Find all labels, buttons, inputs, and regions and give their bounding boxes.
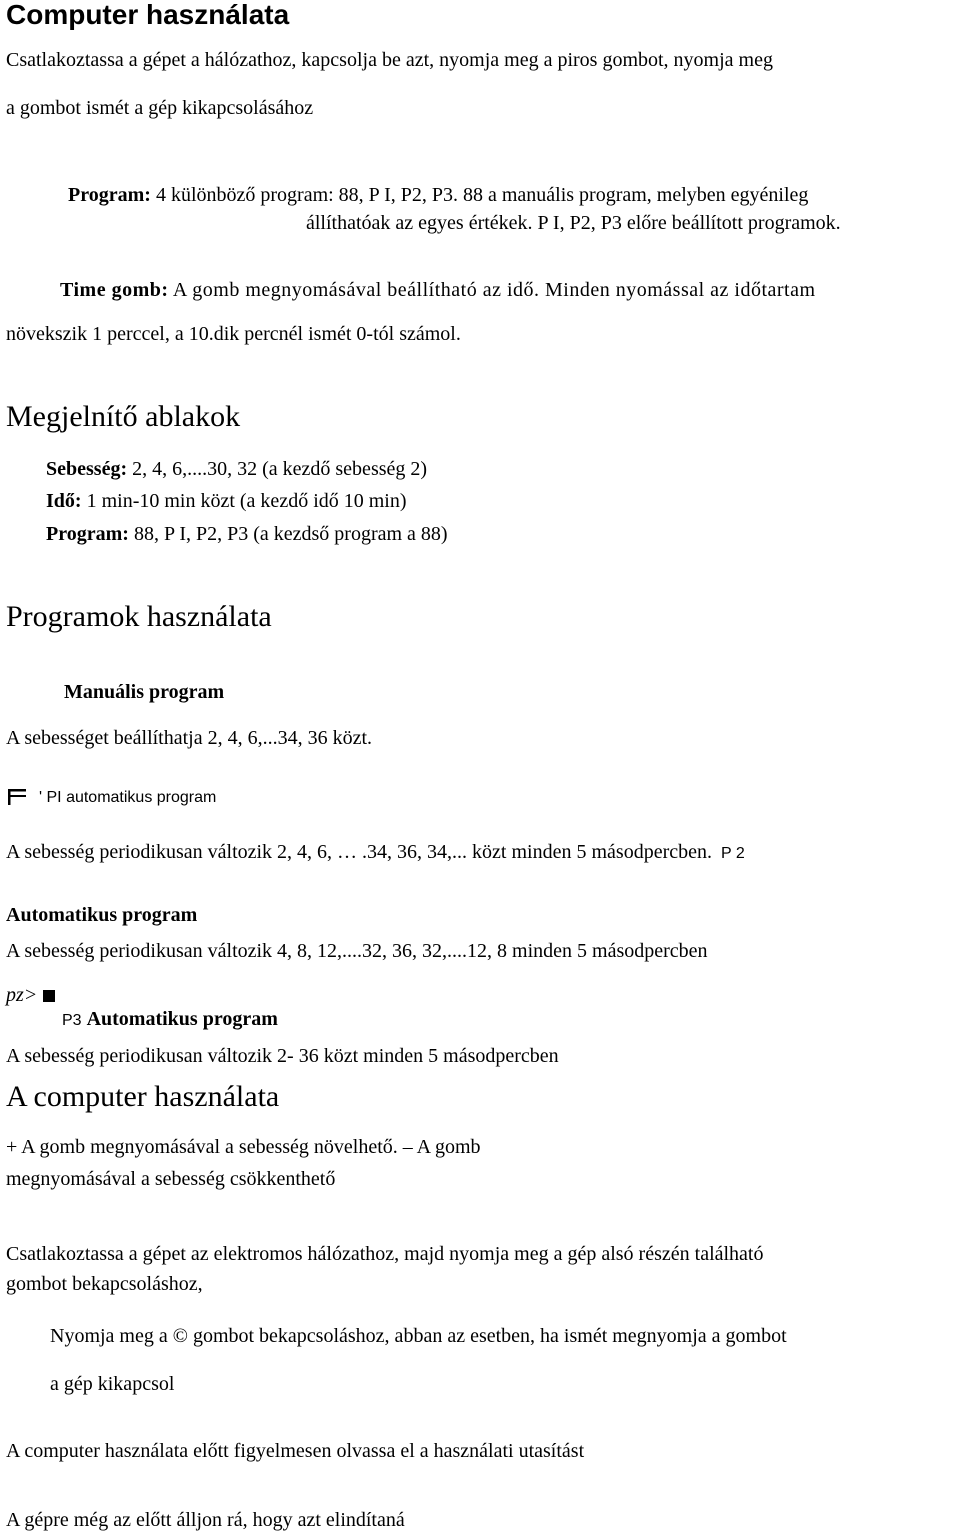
display-program-label: Program: xyxy=(46,523,129,545)
time-label: Time gomb: xyxy=(60,279,169,301)
press-line-1: Nyomja meg a © gombot bekapcsoláshoz, abban az esetben, ha ismét megnyomja a gombot xyxy=(50,1325,787,1347)
display-program-value: 88, P I, P2, P3 (a kezdső program a 88) xyxy=(133,523,448,545)
display-speed-label: Sebesség: xyxy=(46,458,128,480)
usage-line-2: megnyomásával a sebesség csökkenthető xyxy=(6,1168,336,1190)
intro-line-1: Csatlakoztassa a gépet a hálózathoz, kapcsolja be azt, nyomja meg a piros gombot, nyomja meg xyxy=(6,49,773,71)
program-line-1 xyxy=(68,183,808,207)
program-line-1-text: 4 különböző program: 88, P I, P2, P3. 88 a manuális program, melyben egyénileg xyxy=(155,184,809,206)
display-time xyxy=(46,489,407,513)
time-line-2: növekszik 1 perccel, a 10.dik percnél ismét 0-tól számol. xyxy=(6,323,461,345)
press-line-2: a gép kikapcsol xyxy=(50,1373,175,1395)
p3-prefix-line xyxy=(6,983,56,1007)
step-line: A gépre még az előtt álljon rá, hogy azt elindítaná xyxy=(6,1509,405,1531)
heading-display: Megjelnítő ablakok xyxy=(6,400,241,433)
display-speed-value: 2, 4, 6,....30, 32 (a kezdő sebesség 2) xyxy=(132,458,428,480)
heading-usage: A computer használata xyxy=(6,1080,280,1113)
auto-title: Automatikus program xyxy=(6,904,198,926)
p3-label: P3 xyxy=(62,1012,82,1029)
manual-title: Manuális program xyxy=(64,681,225,703)
usage-line-1: + A gomb megnyomásával a sebesség növelhető. – A gomb xyxy=(6,1136,481,1158)
heading-programs: Programok használata xyxy=(6,600,272,633)
p1-title: ' PI automatikus program xyxy=(39,789,217,806)
auto-text: A sebesség periodikusan változik 4, 8, 12,....32, 36, 32,....12, 8 minden 5 másodpercben xyxy=(6,940,708,962)
intro-line-2: a gombot ismét a gép kikapcsolásához xyxy=(6,97,314,119)
program-line-2: állíthatóak az egyes értékek. P I, P2, P3 előre beállított programok. xyxy=(306,212,841,234)
read-line: A computer használata előtt figyelmesen olvassa el a használati utasítást xyxy=(6,1440,585,1462)
display-program xyxy=(46,522,448,546)
connect-line-1: Csatlakoztassa a gépet az elektromos hálózathoz, majd nyomja meg a gép alsó részén található xyxy=(6,1243,764,1265)
connect-line-2: gombot bekapcsoláshoz, xyxy=(6,1273,203,1295)
p1-text: A sebesség periodikusan változik 2, 4, 6, … .34, 36, 34,... közt minden 5 másodpercben. xyxy=(6,841,712,863)
program-label: Program: xyxy=(68,184,151,206)
p3-prefix: pz> xyxy=(6,984,38,1006)
p1-text-line xyxy=(6,840,745,866)
p3-title: Automatikus program xyxy=(86,1008,278,1030)
p1-title-line xyxy=(6,784,216,810)
display-time-value: 1 min-10 min közt (a kezdő idő 10 min) xyxy=(86,490,407,512)
p1-trailing: P 2 xyxy=(721,845,745,862)
time-line-1 xyxy=(60,278,816,302)
manual-text: A sebességet beállíthatja 2, 4, 6,...34, 36 közt. xyxy=(6,727,373,749)
time-line-1-text: A gomb megnyomásával beállítható az idő. Minden nyomással az időtartam xyxy=(172,279,816,301)
page-title: Computer használata xyxy=(6,0,290,30)
p-glyph-icon xyxy=(6,788,28,806)
square-icon xyxy=(42,989,56,1003)
display-speed xyxy=(46,457,427,481)
p3-text: A sebesség periodikusan változik 2- 36 közt minden 5 másodpercben xyxy=(6,1045,559,1067)
p3-title-line xyxy=(62,1007,278,1033)
display-time-label: Idő: xyxy=(46,490,82,512)
